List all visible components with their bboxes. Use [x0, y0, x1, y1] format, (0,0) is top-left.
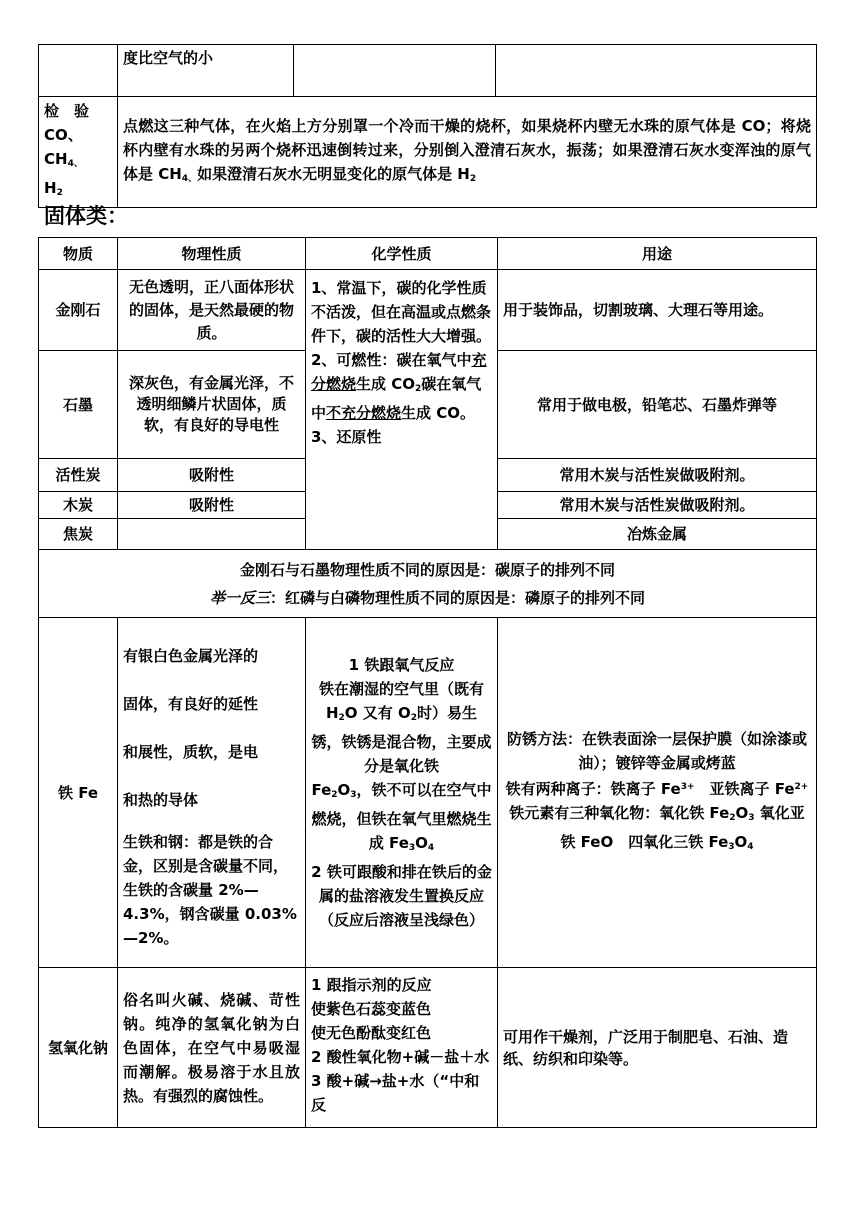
carbon-chem-p3: 碳在氧气中 — [311, 375, 482, 422]
charcoal-use: 常用木炭与活性炭做吸附剂。 — [498, 492, 817, 519]
iron-chem-3a: Fe — [311, 781, 332, 799]
iron-use-2a: 铁有两种离子：铁离子 Fe — [505, 779, 681, 798]
gas-test-label — [39, 97, 118, 208]
graphite-use: 常用于做电极，铅笔芯、石墨炸弹等 — [498, 351, 817, 459]
header-physical: 物理性质 — [118, 238, 306, 270]
solid-table — [38, 237, 817, 1128]
gas-cell-empty-3 — [496, 45, 817, 97]
iron-use-3c: 氧化亚铁 FeO 四氧化三铁 Fe — [560, 803, 805, 851]
naoh-chem-line-3: 2 酸性氧化物+碱－盐＋水 — [311, 1048, 490, 1066]
iron-use-3 — [503, 801, 811, 859]
diamond-name: 金刚石 — [39, 270, 118, 351]
activated-use: 常用木炭与活性炭做吸附剂。 — [498, 459, 817, 492]
iron-phys-line-0: 有银白色金属光泽的 — [123, 647, 259, 665]
naoh-chem-line-0: 1 跟指示剂的反应 — [311, 976, 432, 994]
carbon-chem-p1: 1、常温下，碳的化学性质不活泼，但在高温或点燃条件下，碳的活性大大增强。2、可燃性：碳在氧气中 — [311, 279, 492, 369]
gas-label-h: H — [44, 179, 57, 197]
gas-label-co-ch: CO、CH — [44, 126, 83, 168]
iron-use-1: 防锈方法：在铁表面涂一层保护膜（如涂漆或油）；镀锌等金属或烤蓝 — [506, 729, 807, 772]
iron-chem-sub-h2: 2 — [338, 713, 345, 723]
reason-line2-text: ：红磷与白磷物理性质不同的原因是：磷原子的排列不同 — [270, 588, 646, 607]
charcoal-name: 木炭 — [39, 492, 118, 519]
iron-chem-2b: O 又有 O — [344, 704, 411, 722]
reason-line2-italic: 举一反三 — [209, 588, 270, 607]
iron-chem-2c: 时）易生锈，铁锈是混合物，主要成分是氧化铁 — [311, 704, 492, 775]
naoh-chem-line-2: 使无色酚酞变红色 — [311, 1024, 432, 1042]
reason-line2 — [44, 584, 811, 612]
iron-use-3b: O — [735, 803, 749, 822]
gas-test-label-line2 — [44, 123, 112, 176]
iron-use — [498, 618, 817, 968]
gas-test-text-b: 如果澄清石灰水无明显变化的原气体是 H — [197, 164, 470, 183]
carbon-chemical — [306, 270, 498, 550]
iron-use-2 — [503, 775, 811, 801]
naoh-chem-line-1: 使紫色石蕊变蓝色 — [311, 1000, 432, 1018]
iron-phys-line-1: 固体，有良好的延性 — [123, 695, 259, 713]
iron-phys-b: 生铁和钢：都是铁的合金，区别是含碳量不同，生铁的含碳量 2%—4.3%，钢含碳量 0.03%—2%。 — [123, 833, 297, 947]
gas-test-text — [118, 97, 817, 208]
naoh-name: 氢氧化钠 — [39, 968, 118, 1128]
iron-physical — [118, 618, 306, 968]
iron-phys-line-2: 和展性，质软，是电 — [123, 743, 259, 761]
reason-cell — [39, 550, 817, 618]
iron-use-sub-o3: 3 — [748, 812, 755, 823]
iron-use-3d: O — [734, 832, 748, 851]
graphite-name: 石墨 — [39, 351, 118, 459]
iron-use-sub-o4: 4 — [747, 841, 754, 852]
iron-chem-4: 2 铁可跟酸和排在铁后的金属的盐溶液发生置换反应（反应后溶液呈浅绿色） — [311, 863, 492, 929]
iron-use-sub-fe3: 3 — [728, 841, 735, 852]
iron-chemical — [306, 618, 498, 968]
gas-test-text-b-sub: 2 — [469, 173, 477, 184]
iron-chem-3d: O — [415, 834, 428, 852]
iron-use-sup-3: 3+ — [680, 781, 695, 792]
carbon-chem-sub: 2 — [415, 384, 422, 394]
header-substance: 物质 — [39, 238, 118, 270]
diamond-use: 用于装饰品，切割玻璃、大理石等用途。 — [498, 270, 817, 351]
iron-chem-1: 1 铁跟氧气反应 — [348, 656, 455, 674]
iron-phys-line-3: 和热的导体 — [123, 791, 199, 809]
iron-use-3a: 铁元素有三种氧化物：氧化铁 Fe — [509, 803, 730, 822]
iron-use-2b: 亚铁离子 Fe — [694, 779, 795, 798]
iron-chem-3 — [311, 778, 492, 860]
iron-chem-sub-fe3: 3 — [408, 843, 416, 853]
carbon-chem-u1: 充分燃烧 — [311, 351, 487, 393]
naoh-physical: 俗名叫火碱、烧碱、苛性钠。纯净的氢氧化钠为白色固体，在空气中易吸湿而潮解。极易溶于水且放热。有强烈的腐蚀性。 — [118, 968, 306, 1128]
header-use: 用途 — [498, 238, 817, 270]
iron-chem-3b: O — [337, 781, 351, 799]
naoh-use: 可用作干燥剂，广泛用于制肥皂、石油、造纸、纺织和印染等。 — [498, 968, 817, 1128]
naoh-chemical — [306, 968, 498, 1128]
activated-name: 活性炭 — [39, 459, 118, 492]
gas-test-label-line1: 检 验 — [44, 102, 90, 120]
gas-cell-empty-2 — [294, 45, 496, 97]
gas-cell-empty — [39, 45, 118, 97]
carbon-chem-p2: 生成 CO — [356, 375, 415, 393]
iron-name: 铁 Fe — [39, 618, 118, 968]
coke-name: 焦炭 — [39, 519, 118, 550]
activated-physical: 吸附性 — [118, 459, 306, 492]
gas-test-text-a-sub: 4、 — [181, 173, 198, 184]
iron-use-sup-2: 2+ — [794, 781, 809, 792]
reason-line1: 金刚石与石墨物理性质不同的原因是：碳原子的排列不同 — [239, 560, 615, 579]
iron-chem-2 — [311, 677, 492, 778]
graphite-physical: 深灰色，有金属光泽，不透明细鳞片状固体，质软，有良好的导电性 — [118, 351, 306, 459]
iron-chem-3c: ，铁不可以在空气中燃烧，但铁在氧气里燃烧生成 Fe — [311, 781, 492, 852]
gas-test-text-a: 点燃这三种气体，在火焰上方分别罩一个冷而干燥的烧杯，如果烧杯内壁无水珠的原气体是 CO；将烧杯内壁有水珠的另两个烧杯迅速倒转过来，分别倒入澄清石灰水，振荡；如果澄清石灰水变浑浊的原气体是 CH — [123, 116, 811, 183]
coke-use: 冶炼金属 — [498, 519, 817, 550]
iron-chem-sub-o2: 2 — [410, 713, 418, 723]
header-chemical: 化学性质 — [306, 238, 498, 270]
gas-label-sub: 4、 — [67, 159, 83, 169]
carbon-chem-u2: 不充分燃烧 — [326, 404, 402, 422]
diamond-physical: 无色透明，正八面体形状的固体，是天然最硬的物质。 — [118, 270, 306, 351]
gas-label-sub2: 2 — [56, 188, 63, 198]
coke-physical — [118, 519, 306, 550]
iron-use-sub-fe2: 2 — [729, 812, 736, 823]
carbon-chem-p4: 生成 CO。3、还原性 — [311, 404, 476, 446]
gas-table — [38, 44, 817, 208]
charcoal-physical: 吸附性 — [118, 492, 306, 519]
gas-density-cell: 度比空气的小 — [118, 45, 294, 97]
iron-chem-sub-fe2: 2 — [331, 790, 338, 800]
iron-chem-sub-o3: 3 — [350, 790, 357, 800]
naoh-chem-line-4: 3 酸+碱→盐+水（“中和反 — [311, 1072, 480, 1114]
section-title: 固体类： — [44, 204, 128, 228]
iron-chem-sub-o4: 4 — [427, 843, 435, 853]
iron-chem-2a: 铁在潮湿的空气里（既有 H — [318, 680, 484, 722]
